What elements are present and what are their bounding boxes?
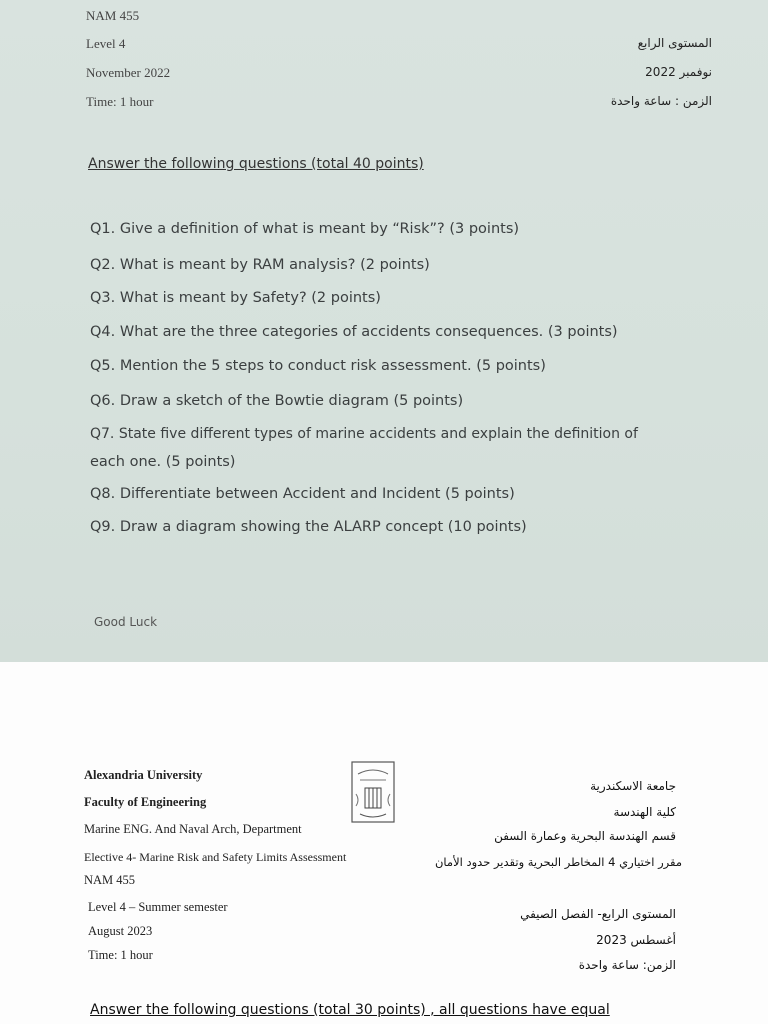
department-name-arabic: قسم الهندسة البحرية وعمارة السفن bbox=[494, 829, 676, 843]
exam-duration-2023: Time: 1 hour bbox=[88, 948, 153, 962]
university-name: Alexandria University bbox=[84, 768, 203, 782]
faculty-name-arabic: كلية الهندسة bbox=[613, 805, 676, 819]
exam-date-arabic: نوفمبر 2022 bbox=[645, 65, 712, 79]
department-name: Marine ENG. And Naval Arch, Department bbox=[84, 822, 302, 836]
question-9: Q9. Draw a diagram showing the ALARP concept (10 points) bbox=[90, 519, 527, 535]
university-crest-logo bbox=[350, 760, 396, 826]
exam-duration-arabic-2023: الزمن: ساعة واحدة bbox=[578, 958, 676, 972]
exam-date-arabic-2023: أغسطس 2023 bbox=[596, 933, 676, 947]
question-2: Q2. What is meant by RAM analysis? (2 points) bbox=[90, 257, 430, 273]
course-title-arabic: مقرر اختياري 4 المخاطر البحرية وتقدير حدود الأمان bbox=[434, 855, 682, 869]
exam-duration: Time: 1 hour bbox=[86, 94, 154, 109]
question-1: Q1. Give a definition of what is meant by “Risk”? (3 points) bbox=[90, 221, 520, 237]
question-8: Q8. Differentiate between Accident and Incident (5 points) bbox=[90, 486, 515, 502]
question-7-line-1: Q7. State five different types of marine accidents and explain the definition of bbox=[90, 426, 638, 442]
question-5: Q5. Mention the 5 steps to conduct risk assessment. (5 points) bbox=[90, 358, 546, 374]
faculty-name: Faculty of Engineering bbox=[84, 795, 207, 809]
exam-date: November 2022 bbox=[86, 65, 171, 80]
question-3: Q3. What is meant by Safety? (2 points) bbox=[90, 290, 381, 306]
exam-duration-arabic: الزمن : ساعة واحدة bbox=[610, 94, 712, 108]
course-title: Elective 4- Marine Risk and Safety Limits Assessment bbox=[84, 850, 347, 864]
question-4: Q4. What are the three categories of accidents consequences. (3 points) bbox=[90, 324, 618, 340]
level-semester: Level 4 – Summer semester bbox=[88, 900, 228, 914]
exam-date-2023: August 2023 bbox=[88, 924, 153, 938]
question-6: Q6. Draw a sketch of the Bowtie diagram (5 points) bbox=[90, 393, 464, 409]
course-code: NAM 455 bbox=[86, 8, 140, 23]
instruction-heading-2023: Answer the following questions (total 30 points) , all questions have equal bbox=[90, 1002, 610, 1018]
university-name-arabic: جامعة الاسكندرية bbox=[590, 779, 676, 793]
level-semester-arabic: المستوى الرابع- الفصل الصيفي bbox=[520, 907, 676, 921]
course-code-2023: NAM 455 bbox=[84, 873, 136, 887]
level-label-arabic: المستوى الرابع bbox=[637, 36, 712, 50]
question-7-line-2: each one. (5 points) bbox=[90, 454, 236, 470]
exam-sheet-2023 bbox=[0, 662, 768, 1024]
instruction-heading: Answer the following questions (total 40 points) bbox=[88, 156, 424, 172]
good-luck-note: Good Luck bbox=[94, 615, 158, 629]
level-label: Level 4 bbox=[86, 36, 126, 51]
crest-icon bbox=[350, 760, 396, 826]
